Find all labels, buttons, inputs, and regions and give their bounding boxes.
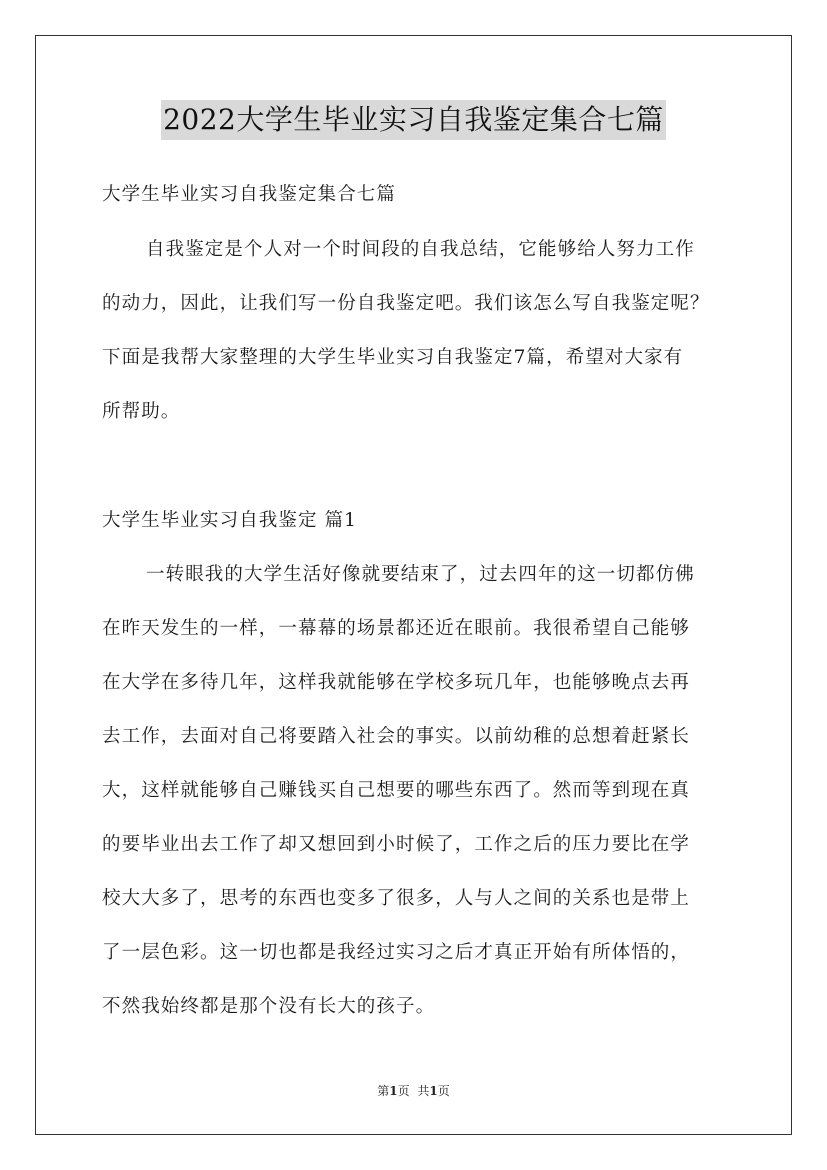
section-1-line-3: 在大学在多待几年，这样我就能够在学校多玩几年，也能够晚点去再	[102, 672, 691, 693]
page-prefix: 第	[377, 1084, 390, 1098]
section-1-line-6: 的要毕业出去工作了却又想回到小时候了，工作之后的压力要比在学	[102, 834, 691, 855]
document-subtitle: 大学生毕业实习自我鉴定集合七篇	[102, 184, 397, 205]
section-1-line-1: 一转眼我的大学生活好像就要结束了，过去四年的这一切都仿佛	[146, 564, 695, 585]
intro-line-1: 自我鉴定是个人对一个时间段的自我总结，它能够给人努力工作	[146, 239, 695, 260]
section-1-heading: 大学生毕业实习自我鉴定 篇1	[102, 510, 358, 531]
section-1-line-4: 去工作，去面对自己将要踏入社会的事实。以前幼稚的总想着赶紧长	[102, 726, 691, 747]
section-1-line-9: 不然我始终都是那个没有长大的孩子。	[102, 996, 436, 1017]
section-1-line-2: 在昨天发生的一样，一幕幕的场景都还近在眼前。我很希望自己能够	[102, 618, 691, 639]
page-footer	[0, 1083, 827, 1099]
section-1-line-8: 了一层色彩。这一切也都是我经过实习之后才真正开始有所体悟的，	[102, 942, 691, 963]
total-pages: 1	[429, 1084, 438, 1098]
page-suffix: 页	[397, 1084, 410, 1098]
total-suffix: 页	[437, 1084, 450, 1098]
document-title: 2022大学生毕业实习自我鉴定集合七篇	[161, 100, 666, 140]
page-number: 1	[389, 1084, 398, 1098]
intro-line-4: 所帮助。	[102, 401, 181, 422]
section-1-line-7: 校大大多了，思考的东西也变多了很多，人与人之间的关系也是带上	[102, 888, 691, 909]
section-1-line-5: 大，这样就能够自己赚钱买自己想要的哪些东西了。然而等到现在真	[102, 780, 691, 801]
intro-line-3: 下面是我帮大家整理的大学生毕业实习自我鉴定7篇，希望对大家有	[102, 347, 684, 368]
intro-line-2: 的动力，因此，让我们写一份自我鉴定吧。我们该怎么写自我鉴定呢？	[102, 293, 710, 314]
total-prefix: 共	[417, 1084, 430, 1098]
title-wrapper	[0, 100, 827, 140]
